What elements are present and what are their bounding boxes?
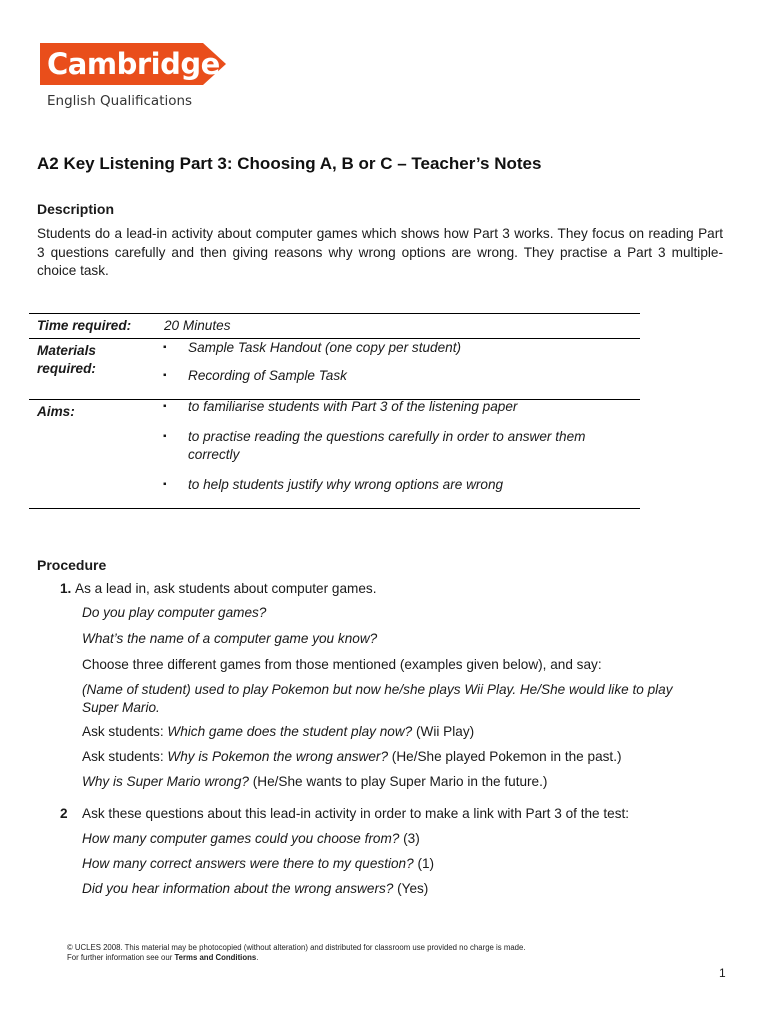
footer-line-1: © UCLES 2008. This material may be photocopied (without alteration) and distributed for classroom use provided no charge is made. — [67, 943, 526, 952]
list-item — [160, 428, 628, 464]
list-item — [160, 398, 628, 416]
time-required-value: 20 Minutes — [164, 318, 231, 333]
procedure-heading: Procedure — [37, 557, 107, 573]
cambridge-logo — [40, 43, 240, 113]
aims-row — [29, 399, 640, 509]
step-1-number: 1. — [60, 581, 72, 596]
ask-prefix: Ask students: — [82, 749, 168, 764]
materials-label-line2: required: — [37, 361, 96, 376]
ask-answer: (He/She wants to play Super Mario in the future.) — [248, 774, 548, 789]
materials-item-text: Recording of Sample Task — [188, 368, 347, 383]
aims-item-text: to help students justify why wrong options are wrong — [188, 477, 504, 492]
bullet-icon: ▪ — [163, 401, 167, 412]
step-2-question-3 — [82, 880, 428, 898]
ask-prefix: Ask students: — [82, 724, 168, 739]
aims-item-text: to practise reading the questions carefully in order to answer them correctly — [188, 429, 586, 462]
step-1-ask-2 — [82, 748, 622, 766]
step-2-question-text: How many computer games could you choose from? — [82, 831, 400, 846]
list-item — [160, 367, 347, 385]
step-2-question-2 — [82, 855, 434, 873]
copyright-footer — [67, 943, 526, 963]
step-2-intro: Ask these questions about this lead-in activity in order to make a link with Part 3 of the test: — [82, 806, 630, 821]
ask-question: Why is Super Mario wrong? — [82, 774, 249, 789]
page-number: 1 — [719, 966, 726, 980]
ask-answer: (He/She played Pokemon in the past.) — [388, 749, 622, 764]
list-item — [160, 339, 461, 357]
list-item — [160, 476, 628, 494]
step-1-question-1: Do you play computer games? — [82, 605, 267, 620]
ask-question: Which game does the student play now? — [167, 724, 413, 739]
page-title: A2 Key Listening Part 3: Choosing A, B or C – Teacher’s Notes — [37, 154, 542, 173]
step-2-answer: (3) — [399, 831, 420, 846]
step-1-question-2: What’s the name of a computer game you know? — [82, 631, 378, 646]
logo-wordmark: Cambridge — [47, 47, 220, 81]
time-required-label: Time required: — [37, 318, 132, 333]
step-2-question-1 — [82, 830, 420, 848]
terms-and-conditions-link[interactable]: Terms and Conditions — [174, 953, 257, 962]
bullet-icon: ▪ — [163, 370, 167, 381]
step-1-ask-3 — [82, 773, 547, 791]
materials-required-label — [37, 342, 147, 378]
step-2-question-text: Did you hear information about the wrong answers? — [82, 881, 394, 896]
step-2-question-text: How many correct answers were there to my question? — [82, 856, 414, 871]
materials-label-line1: Materials — [37, 343, 96, 358]
bullet-icon: ▪ — [163, 342, 167, 353]
aims-item-text: to familiarise students with Part 3 of the listening paper — [188, 399, 518, 414]
step-2-number: 2 — [60, 806, 68, 821]
logo-subtitle: English Qualifications — [47, 93, 193, 109]
step-1-intro: As a lead in, ask students about computer games. — [75, 581, 377, 596]
step-2-answer: (1) — [413, 856, 435, 871]
footer-prefix: For further information see our — [67, 953, 175, 962]
footer-line-2 — [67, 953, 526, 963]
bullet-icon: ▪ — [163, 431, 167, 442]
description-heading: Description — [37, 201, 115, 217]
materials-required-row — [29, 338, 640, 400]
aims-label: Aims: — [37, 404, 75, 419]
materials-item-text: Sample Task Handout (one copy per student) — [188, 340, 462, 355]
bullet-icon: ▪ — [163, 479, 167, 490]
step-1-example: (Name of student) used to play Pokemon but now he/she plays Wii Play. He/She would like to play Super Mario. — [82, 682, 673, 715]
time-required-row — [29, 313, 640, 339]
description-text: Students do a lead-in activity about computer games which shows how Part 3 works. They focus on reading Part 3 questions carefully and then giving reasons why wrong options are wrong. They practise a Part 3 multiple-choice task. — [37, 226, 723, 278]
ask-answer: (Wii Play) — [412, 724, 475, 739]
step-1-choose: Choose three different games from those mentioned (examples given below), and say: — [82, 657, 602, 672]
step-2-answer: (Yes) — [393, 881, 429, 896]
footer-suffix: . — [256, 953, 259, 962]
step-1-ask-1 — [82, 723, 474, 741]
ask-question: Why is Pokemon the wrong answer? — [167, 749, 389, 764]
